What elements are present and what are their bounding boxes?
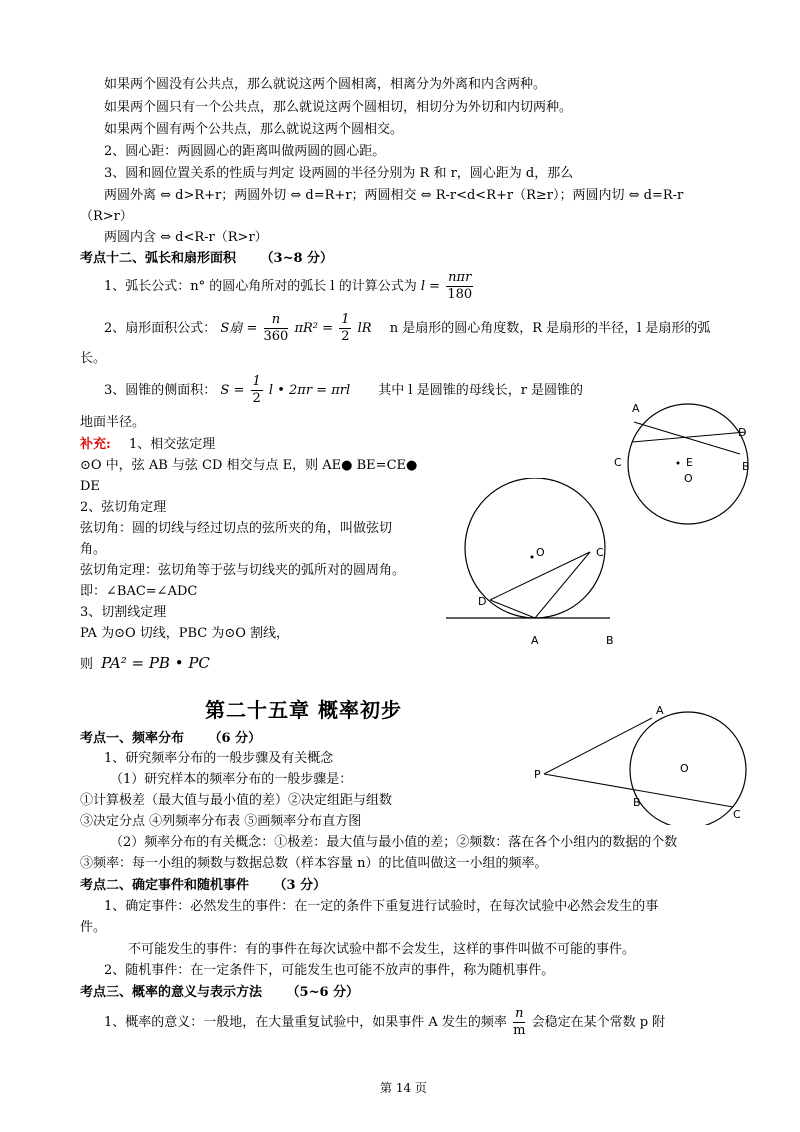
text-line: 2、随机事件：在一定条件下，可能发生也可能不放声的事件，称为随机事件。 — [104, 963, 555, 978]
probability-text-tail: 会稳定在某个常数 p 附 — [531, 1015, 666, 1030]
text-line: 如果两个圆只有一个公共点，那么就说这两个圆相切，相切分为外切和内切两种。 — [104, 100, 573, 115]
arc-length-formula — [104, 270, 475, 304]
label-a: A — [656, 704, 664, 717]
arc-numerator: nπr — [448, 270, 472, 285]
sector-lhs: S扇 = — [220, 321, 258, 336]
label-b: B — [606, 634, 614, 647]
label-d: D — [478, 595, 487, 608]
sector-description: n 是扇形的圆心角度数，R 是扇形的半径，l 是扇形的弧 — [389, 321, 711, 336]
probability-text: 1、概率的意义：一般地，在大量重复试验中，如果事件 A 发生的频率 — [104, 1015, 507, 1030]
chapter-title: 第二十五章 概率初步 — [205, 698, 402, 722]
text-line: （2）频率分布的有关概念：①极差：最大值与最小值的差；②频数：落在各个小组内的数据的个数 — [110, 835, 678, 850]
cone-lhs: S = — [220, 383, 245, 398]
section-heading — [80, 984, 359, 1002]
cone-num: 1 — [252, 374, 261, 389]
sector-tail: lR — [357, 321, 372, 336]
frequency-fraction — [513, 1006, 525, 1039]
text-line: 弦切角：圆的切线与经过切点的弦所夹的角，叫做弦切 — [80, 521, 393, 536]
text-line: ①计算极差（最大值与最小值的差）②决定组距与组数 — [80, 793, 393, 808]
section-score: （6 分） — [208, 731, 262, 746]
intersecting-chords-figure — [608, 398, 758, 538]
freq-denominator: m — [513, 1023, 526, 1038]
secant-formula — [80, 654, 210, 674]
chord-da — [490, 600, 535, 618]
cone-text: 3、圆锥的侧面积： — [104, 383, 217, 398]
text-line: 两圆外离 ⇔ d>R+r；两圆外切 ⇔ d=R+r；两圆相交 ⇔ R-r<d<R+r（R≥r）；两圆内切 ⇔ d=R-r — [104, 188, 684, 203]
text-line: 不可能发生的事件：有的事件在每次试验中都不会发生，这样的事件叫做不可能的事件。 — [128, 942, 636, 957]
label-b: B — [633, 796, 641, 809]
text-line: ③决定分点 ④列频率分布表 ⑤画频率分布直方图 — [80, 814, 362, 829]
chord-ab — [634, 422, 740, 454]
text-line: 地面半径。 — [80, 415, 146, 430]
section-title: 考点一、频率分布 — [80, 731, 185, 746]
section-heading — [80, 730, 261, 748]
text-line: 件。 — [80, 920, 107, 935]
section-heading — [80, 250, 333, 268]
sector-den-1: 360 — [263, 329, 289, 344]
label-o: O — [536, 546, 545, 559]
cone-tail: l • 2πr = πrl — [268, 383, 351, 398]
sector-mid: πR² = — [294, 321, 334, 336]
section-title: 考点十二、弧长和扇形面积 — [80, 251, 237, 266]
section-score: （3~8 分） — [260, 251, 334, 266]
chord-dc — [490, 552, 590, 600]
text-line: 弦切角定理：弦切角等于弦与切线夹的弧所对的圆周角。 — [80, 563, 406, 578]
sector-num-1: n — [264, 312, 289, 329]
supplement-heading — [80, 436, 215, 454]
label-a: A — [531, 634, 539, 647]
text-line: 3、切割线定理 — [80, 605, 167, 620]
text-line: 2、圆心距：两圆圆心的距离叫做两圆的圆心距。 — [104, 144, 386, 159]
supplement-item: 1、相交弦定理 — [128, 437, 216, 452]
text-line: （1）研究样本的频率分布的一般步骤是： — [110, 772, 353, 787]
arc-denominator: 180 — [447, 287, 473, 302]
text-line: 即：∠BAC=∠ADC — [80, 584, 198, 599]
chord-cd — [632, 432, 746, 442]
label-a: A — [632, 402, 640, 415]
section-title: 考点三、概率的意义与表示方法 — [80, 985, 263, 1000]
text-line: 如果两个圆有两个公共点，那么就说这两个圆相交。 — [104, 122, 404, 137]
label-c: C — [733, 808, 741, 821]
cone-den: 2 — [252, 391, 261, 406]
label-c: C — [614, 456, 622, 469]
sector-area-formula — [104, 312, 710, 346]
text-line: 如果两个圆没有公共点，那么就说这两个圆相离，相离分为外离和内含两种。 — [104, 77, 547, 92]
text-line: 角。 — [80, 542, 107, 557]
tangent-chord-figure — [440, 478, 620, 653]
text-line: PA 为⊙O 切线，PBC 为⊙O 割线， — [80, 626, 290, 641]
text-line: 1、研究频率分布的一般步骤及有关概念 — [104, 751, 334, 766]
label-p: P — [534, 768, 541, 781]
label-d: D — [738, 426, 747, 439]
arc-length-text: 1、弧长公式：n° 的圆心角所对的弧长 l 的计算公式为 — [104, 279, 417, 294]
cone-area-formula — [104, 374, 583, 408]
sector-text: 2、扇形面积公式： — [104, 321, 217, 336]
page-number: 第 14 页 — [380, 1081, 427, 1095]
label-o: O — [680, 762, 689, 775]
supplement-label: 补充: — [80, 437, 111, 452]
text-line: （R>r） — [80, 209, 133, 224]
cone-description: 其中 l 是圆锥的母线长，r 是圆锥的 — [378, 383, 584, 398]
text-line: ⊙O 中，弦 AB 与弦 CD 相交与点 E，则 AE● BE=CE● — [80, 458, 418, 473]
text-line: DE — [80, 479, 100, 494]
center-dot — [677, 462, 680, 465]
text-line: 两圆内含 ⇔ d<R-r（R>r） — [104, 230, 268, 245]
label-c: C — [596, 546, 604, 559]
label-e: E — [686, 456, 693, 469]
section-score: （5~6 分） — [286, 985, 360, 1000]
section-title: 考点二、确定事件和随机事件 — [80, 878, 250, 893]
center-dot — [531, 556, 534, 559]
arc-fraction — [446, 270, 473, 303]
sector-den-2: 2 — [341, 329, 350, 344]
text-line: 1、确定事件：必然发生的事件：在一定的条件下重复进行试验时，在每次试验中必然会发生的事 — [104, 899, 659, 914]
tangent-secant-figure — [528, 700, 748, 825]
text-line: 2、弦切角定理 — [80, 500, 167, 515]
label-o: O — [684, 472, 693, 485]
secant-prefix: 则 — [80, 657, 94, 672]
text-line: ③频率：每一小组的频数与数据总数（样本容量 n）的比值叫做这一小组的频率。 — [80, 856, 548, 871]
section-score: （3 分） — [273, 878, 327, 893]
section-heading — [80, 877, 326, 895]
sector-fraction-2 — [339, 312, 351, 345]
secant-equation: PA² = PB • PC — [101, 654, 210, 672]
arc-lhs: l = — [420, 279, 441, 294]
sector-num-2: 1 — [341, 312, 350, 327]
freq-numerator: n — [515, 1006, 524, 1021]
chord-ac — [535, 552, 590, 618]
text-line: 长。 — [80, 351, 107, 366]
label-b: B — [742, 460, 750, 473]
cone-fraction — [251, 374, 263, 407]
text-line: 3、圆和圆位置关系的性质与判定 设两圆的半径分别为 R 和 r，圆心距为 d，那么 — [104, 166, 574, 181]
sector-fraction-1 — [264, 312, 289, 345]
probability-meaning — [104, 1006, 665, 1040]
